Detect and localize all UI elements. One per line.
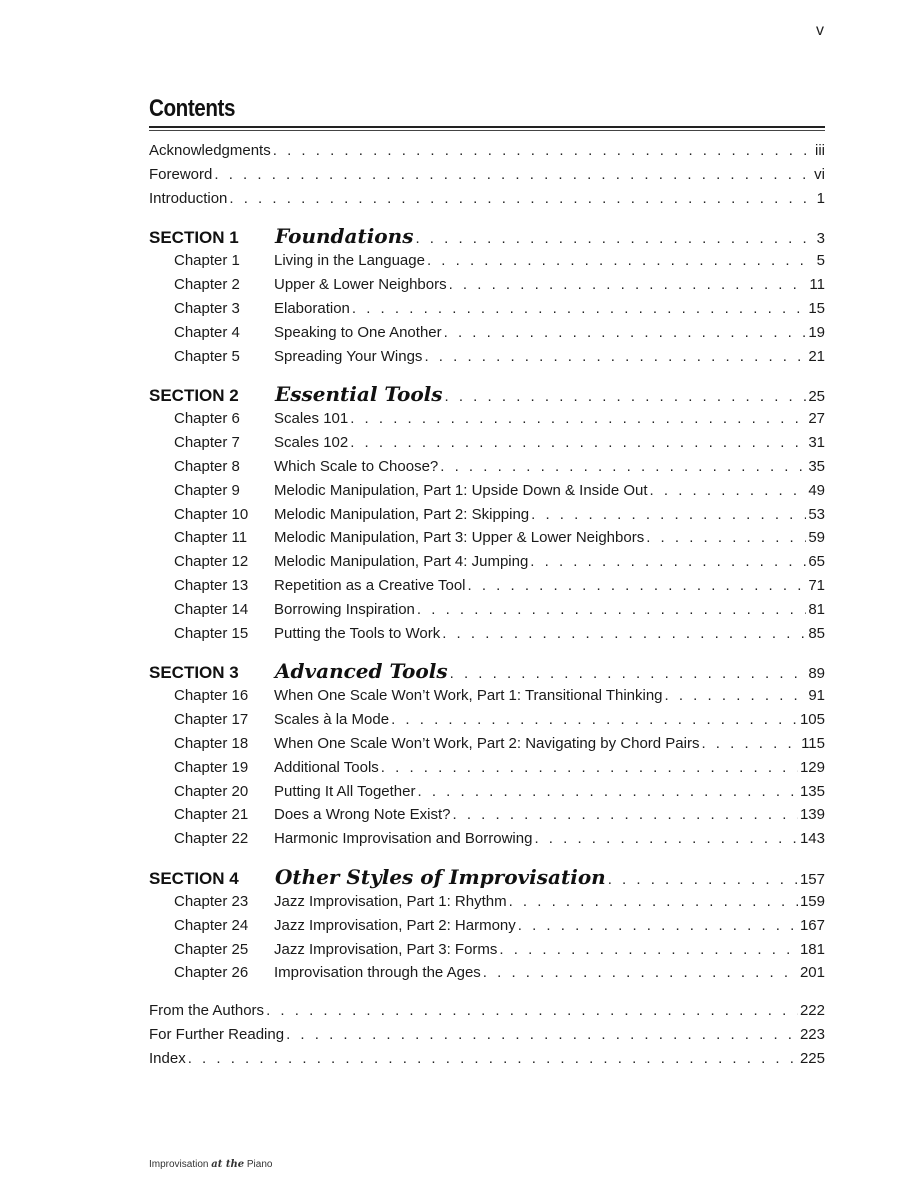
chapter-entry[interactable]: [149, 503, 825, 527]
chapter-page: 115: [801, 734, 825, 752]
chapter-title: Which Scale to Choose?: [274, 457, 439, 475]
leader-dots: [391, 708, 798, 732]
table-of-contents: [149, 94, 825, 1071]
leader-dots: [701, 732, 799, 756]
chapter-entry[interactable]: [149, 249, 825, 273]
toc-entry[interactable]: [149, 139, 825, 163]
chapter-entry[interactable]: [149, 431, 825, 455]
section-label: SECTION 2: [149, 386, 239, 406]
chapter-entry[interactable]: [149, 756, 825, 780]
chapter-number: Chapter 5: [174, 347, 240, 365]
footer-part: at the: [211, 1159, 245, 1170]
leader-dots: [440, 455, 806, 479]
section-heading[interactable]: [149, 865, 825, 890]
chapter-entry[interactable]: [149, 297, 825, 321]
chapter-number: Chapter 18: [174, 734, 249, 752]
section-3: [149, 659, 825, 851]
chapter-title: When One Scale Won’t Work, Part 1: Transitional Thinking: [274, 687, 663, 705]
chapter-title: Harmonic Improvisation and Borrowing: [274, 830, 533, 848]
leader-dots: [530, 550, 806, 574]
chapter-entry[interactable]: [149, 708, 825, 732]
chapter-title: Scales 101: [274, 410, 349, 428]
chapter-number: Chapter 8: [174, 457, 240, 475]
entry-page: 223: [799, 1025, 825, 1043]
leader-dots: [381, 756, 798, 780]
chapter-entry[interactable]: [149, 455, 825, 479]
section-name: Advanced Tools: [275, 659, 448, 684]
chapter-number: Chapter 25: [174, 940, 249, 958]
leader-dots: [415, 226, 814, 251]
chapter-title: Melodic Manipulation, Part 2: Skipping: [274, 505, 530, 523]
chapter-title: When One Scale Won’t Work, Part 2: Navigating by Chord Pairs: [274, 734, 700, 752]
chapter-number: Chapter 22: [174, 830, 249, 848]
chapter-page: 135: [799, 782, 825, 800]
entry-page: vi: [814, 165, 825, 183]
chapter-page: 35: [808, 457, 825, 475]
chapter-number: Chapter 21: [174, 806, 249, 824]
chapter-title: Scales 102: [274, 434, 349, 452]
chapter-number: Chapter 26: [174, 964, 249, 982]
entry-label: From the Authors: [149, 1002, 265, 1020]
chapter-number: Chapter 3: [174, 299, 240, 317]
chapter-page: 59: [808, 529, 825, 547]
leader-dots: [286, 1023, 798, 1047]
leader-dots: [417, 780, 797, 804]
entry-page: 225: [799, 1049, 825, 1067]
leader-dots: [608, 867, 798, 892]
back-matter: [149, 999, 825, 1070]
chapter-entry[interactable]: [149, 550, 825, 574]
chapter-entry[interactable]: [149, 914, 825, 938]
chapter-title: Jazz Improvisation, Part 2: Harmony: [274, 916, 516, 934]
toc-entry[interactable]: [149, 1023, 825, 1047]
leader-dots: [450, 661, 807, 686]
leader-dots: [417, 598, 806, 622]
toc-entry[interactable]: [149, 187, 825, 211]
section-4: [149, 865, 825, 985]
chapter-entry[interactable]: [149, 273, 825, 297]
chapter-number: Chapter 7: [174, 434, 240, 452]
chapter-number: Chapter 9: [174, 481, 240, 499]
chapter-title: Scales à la Mode: [274, 711, 390, 729]
chapter-number: Chapter 4: [174, 323, 240, 341]
section-name: Other Styles of Improvisation: [275, 864, 606, 889]
section-page: 25: [808, 388, 825, 406]
chapter-number: Chapter 12: [174, 553, 249, 571]
chapter-number: Chapter 20: [174, 782, 249, 800]
chapter-title: Speaking to One Another: [274, 323, 442, 341]
entry-label: Foreword: [149, 165, 213, 183]
chapter-page: 49: [808, 481, 825, 499]
entry-label: Introduction: [149, 189, 228, 207]
chapter-entry[interactable]: [149, 321, 825, 345]
section-heading[interactable]: [149, 224, 825, 249]
leader-dots: [534, 827, 798, 851]
chapter-title: Repetition as a Creative Tool: [274, 576, 466, 594]
chapter-title: Does a Wrong Note Exist?: [274, 806, 451, 824]
toc-entry[interactable]: [149, 163, 825, 187]
chapter-page: 167: [799, 916, 825, 934]
chapter-entry[interactable]: [149, 622, 825, 646]
leader-dots: [531, 503, 806, 527]
chapter-page: 91: [808, 687, 825, 705]
chapter-number: Chapter 14: [174, 600, 249, 618]
chapter-page: 71: [808, 576, 825, 594]
chapter-page: 53: [808, 505, 825, 523]
leader-dots: [665, 684, 807, 708]
toc-entry[interactable]: [149, 1047, 825, 1071]
chapter-entry[interactable]: [149, 479, 825, 503]
chapter-page: 11: [809, 276, 825, 294]
entry-label: Acknowledgments: [149, 142, 271, 159]
leader-dots: [350, 407, 806, 431]
leader-dots: [499, 938, 798, 962]
chapter-page: 19: [808, 323, 825, 341]
leader-dots: [442, 622, 806, 646]
chapter-entry[interactable]: [149, 780, 825, 804]
chapter-number: Chapter 23: [174, 892, 249, 910]
chapter-entry[interactable]: [149, 407, 825, 431]
chapter-page: 139: [799, 806, 825, 824]
section-name: Foundations: [275, 224, 414, 249]
leader-dots: [650, 479, 807, 503]
chapter-title: Borrowing Inspiration: [274, 600, 415, 618]
entry-page: 1: [816, 189, 825, 207]
section-2: [149, 382, 825, 645]
chapter-page: 65: [808, 553, 825, 571]
chapter-entry[interactable]: [149, 827, 825, 851]
leader-dots: [350, 431, 806, 455]
section-name: Essential Tools: [275, 382, 443, 407]
chapter-title: Melodic Manipulation, Part 3: Upper & Lower Neighbors: [274, 529, 645, 547]
leader-dots: [509, 890, 798, 914]
chapter-number: Chapter 13: [174, 576, 249, 594]
chapter-number: Chapter 6: [174, 410, 240, 428]
chapter-title: Additional Tools: [274, 758, 379, 776]
leader-dots: [273, 139, 813, 163]
chapter-number: Chapter 16: [174, 687, 249, 705]
entry-label: For Further Reading: [149, 1025, 285, 1043]
chapter-page: 15: [808, 299, 825, 317]
section-page: 157: [799, 870, 825, 888]
leader-dots: [424, 345, 806, 369]
leader-dots: [646, 526, 806, 550]
chapter-number: Chapter 19: [174, 758, 249, 776]
section-page: 89: [808, 665, 825, 683]
footer-part: Piano: [246, 1159, 273, 1170]
leader-dots: [468, 574, 807, 598]
chapter-title: Melodic Manipulation, Part 1: Upside Down & Inside Out: [274, 481, 648, 499]
chapter-title: Jazz Improvisation, Part 3: Forms: [274, 940, 498, 958]
chapter-number: Chapter 2: [174, 276, 240, 294]
leader-dots: [214, 163, 812, 187]
footer-part: Improvisation: [149, 1159, 209, 1170]
chapter-title: Spreading Your Wings: [274, 347, 423, 365]
chapter-page: 159: [799, 892, 825, 910]
entry-page: 222: [799, 1002, 825, 1020]
chapter-entry[interactable]: [149, 526, 825, 550]
chapter-page: 143: [799, 830, 825, 848]
chapter-number: Chapter 24: [174, 916, 249, 934]
chapter-page: 201: [799, 964, 825, 982]
chapter-title: Melodic Manipulation, Part 4: Jumping: [274, 553, 529, 571]
chapter-page: 31: [808, 434, 825, 452]
chapter-title: Elaboration: [274, 299, 350, 317]
contents-title: Contents: [149, 95, 235, 122]
running-footer: [149, 1159, 272, 1170]
page-number: v: [816, 22, 824, 39]
chapter-number: Chapter 11: [174, 529, 248, 547]
front-matter: [149, 139, 825, 210]
chapter-page: 129: [799, 758, 825, 776]
chapter-entry[interactable]: [149, 598, 825, 622]
leader-dots: [188, 1047, 798, 1071]
section-heading[interactable]: [149, 659, 825, 684]
section-label: SECTION 3: [149, 663, 239, 683]
leader-dots: [452, 803, 797, 827]
chapter-entry[interactable]: [149, 684, 825, 708]
chapter-number: Chapter 15: [174, 624, 249, 642]
leader-dots: [444, 321, 807, 345]
chapter-page: 5: [816, 252, 825, 270]
toc-entry[interactable]: [149, 999, 825, 1023]
leader-dots: [518, 914, 798, 938]
chapter-title: Jazz Improvisation, Part 1: Rhythm: [274, 892, 507, 910]
chapter-entry[interactable]: [149, 345, 825, 369]
leader-dots: [352, 297, 806, 321]
section-1: [149, 224, 825, 368]
entry-page: iii: [815, 142, 825, 159]
chapter-entry[interactable]: [149, 938, 825, 962]
chapter-number: Chapter 1: [174, 252, 240, 270]
entry-label: Index: [149, 1049, 186, 1067]
leader-dots: [266, 999, 798, 1023]
chapter-title: Putting the Tools to Work: [274, 624, 441, 642]
leader-dots: [449, 273, 808, 297]
chapter-title: Putting It All Together: [274, 782, 416, 800]
chapter-number: Chapter 10: [174, 505, 249, 523]
chapter-page: 105: [799, 711, 825, 729]
chapter-entry[interactable]: [149, 961, 825, 985]
chapter-title: Living in the Language: [274, 252, 425, 270]
chapter-entry[interactable]: [149, 803, 825, 827]
chapter-entry[interactable]: [149, 574, 825, 598]
chapter-page: 21: [808, 347, 825, 365]
chapter-page: 81: [808, 600, 825, 618]
chapter-title: Upper & Lower Neighbors: [274, 276, 447, 294]
chapter-entry[interactable]: [149, 732, 825, 756]
title-rule-thin: [149, 130, 825, 131]
leader-dots: [483, 961, 798, 985]
section-page: 3: [816, 230, 825, 248]
leader-dots: [445, 384, 807, 409]
leader-dots: [427, 249, 815, 273]
leader-dots: [229, 187, 814, 211]
section-label: SECTION 4: [149, 868, 239, 888]
section-label: SECTION 1: [149, 228, 239, 248]
section-heading[interactable]: [149, 382, 825, 407]
chapter-page: 27: [808, 410, 825, 428]
chapter-entry[interactable]: [149, 890, 825, 914]
chapter-number: Chapter 17: [174, 711, 249, 729]
chapter-page: 181: [799, 940, 825, 958]
chapter-title: Improvisation through the Ages: [274, 964, 481, 982]
chapter-page: 85: [808, 624, 825, 642]
title-rule: [149, 126, 825, 128]
